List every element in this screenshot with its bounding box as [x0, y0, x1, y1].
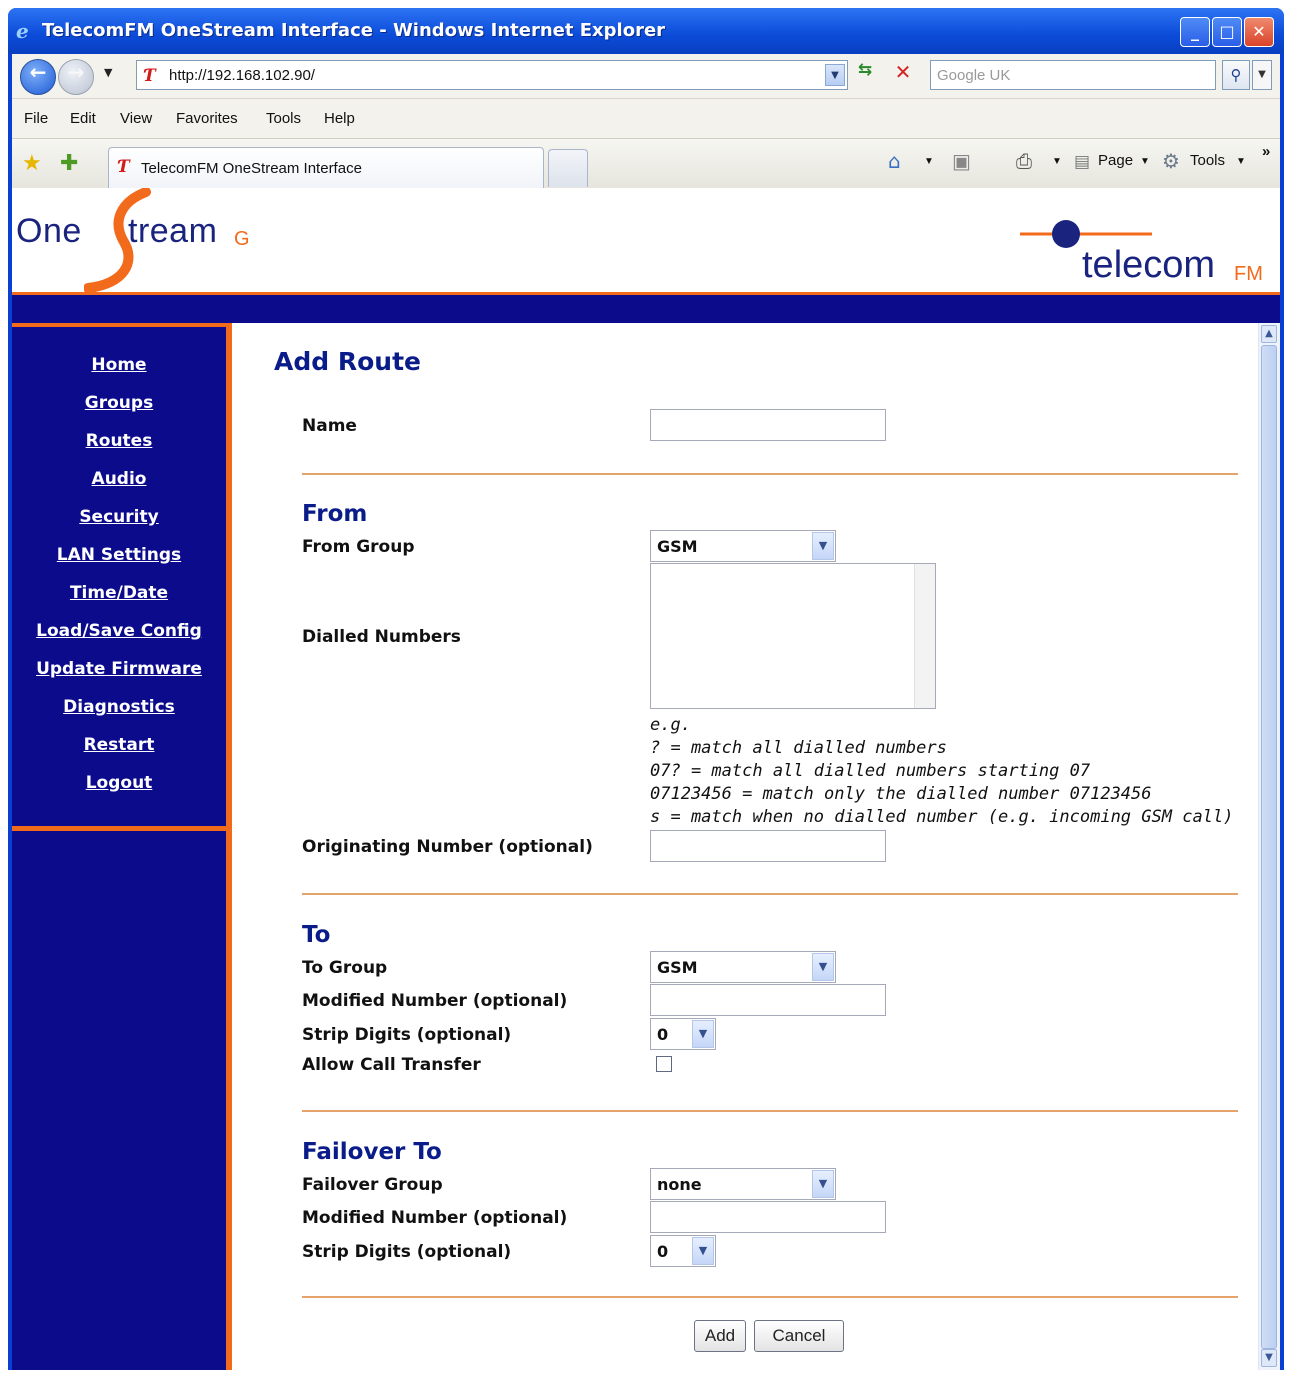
sidebar-item-restart[interactable]: Restart: [83, 735, 155, 755]
history-dropdown-icon[interactable]: ▼: [104, 66, 113, 79]
browser-window: [8, 8, 1284, 1370]
print-icon[interactable]: ⎙: [1016, 149, 1032, 173]
maximize-icon[interactable]: □: [1212, 17, 1242, 47]
gear-icon: ⚙: [1162, 149, 1180, 173]
title-bar[interactable]: [8, 8, 1284, 54]
tab-bar: [12, 138, 1280, 190]
failover-group-value: none: [657, 1175, 702, 1194]
logo-tream-text: tream: [128, 212, 218, 250]
page-menu[interactable]: Page: [1098, 152, 1134, 169]
sidebar-item-update-firmware[interactable]: Update Firmware: [36, 659, 202, 679]
menu-bar: [12, 98, 1280, 139]
to-modified-number-input[interactable]: [650, 984, 886, 1016]
failover-modified-number-input[interactable]: [650, 1201, 886, 1233]
sidebar-item-groups[interactable]: Groups: [84, 393, 154, 413]
address-text: http://192.168.102.90/: [169, 67, 315, 84]
page-title: Add Route: [274, 347, 421, 376]
failover-group-select[interactable]: [650, 1168, 836, 1200]
example-intro: e.g.: [650, 715, 691, 735]
section-divider: [302, 473, 1238, 475]
search-icon[interactable]: ⚲: [1222, 60, 1250, 90]
section-divider: [302, 1110, 1238, 1112]
menu-favorites[interactable]: Favorites: [176, 110, 238, 127]
sidebar-item-routes[interactable]: Routes: [85, 431, 153, 451]
favorites-star-icon[interactable]: ★: [22, 151, 42, 176]
address-dropdown-icon[interactable]: ▼: [825, 64, 845, 86]
site-favicon-icon: Ƭ: [143, 66, 156, 86]
stop-icon[interactable]: ✕: [894, 60, 912, 84]
back-arrow-icon[interactable]: ←: [20, 59, 56, 95]
originating-number-label: Originating Number (optional): [302, 837, 593, 857]
add-button[interactable]: Add: [694, 1320, 746, 1352]
example-line: 07123456 = match only the dialled number 07123456: [650, 784, 1152, 804]
tab-favicon-icon: Ƭ: [117, 157, 130, 177]
from-heading: From: [302, 501, 368, 527]
failover-strip-digits-label: Strip Digits (optional): [302, 1242, 512, 1262]
example-line: 07? = match all dialled numbers starting 07: [650, 761, 1091, 781]
address-bar[interactable]: [136, 60, 848, 90]
home-icon[interactable]: ⌂: [888, 149, 901, 173]
section-divider: [302, 893, 1238, 895]
to-group-value: GSM: [657, 958, 698, 977]
home-dropdown-icon[interactable]: ▼: [924, 156, 934, 167]
sidebar-item-audio[interactable]: Audio: [91, 469, 147, 489]
from-group-label: From Group: [302, 537, 415, 557]
originating-number-input[interactable]: [650, 830, 886, 862]
tools-menu[interactable]: Tools: [1190, 152, 1226, 169]
close-icon[interactable]: ✕: [1244, 17, 1274, 47]
feeds-icon[interactable]: ▣: [952, 149, 971, 173]
textarea-scrollbar[interactable]: [914, 564, 935, 708]
scroll-down-icon[interactable]: ▼: [1261, 1349, 1277, 1367]
address-toolbar: [12, 54, 1280, 98]
search-dropdown-icon[interactable]: ▼: [1252, 60, 1272, 90]
minimize-icon[interactable]: _: [1180, 17, 1210, 47]
menu-edit[interactable]: Edit: [70, 110, 96, 127]
forward-arrow-icon[interactable]: →: [58, 59, 94, 95]
site-header: [12, 188, 1280, 292]
sidebar-item-load-save-config[interactable]: Load/Save Config: [36, 621, 202, 641]
to-modified-number-label: Modified Number (optional): [302, 991, 568, 1011]
menu-file[interactable]: File: [24, 110, 49, 127]
to-group-select[interactable]: [650, 951, 836, 983]
allow-call-transfer-checkbox[interactable]: [656, 1056, 672, 1072]
logo-one-text: One: [16, 212, 82, 250]
cancel-button[interactable]: Cancel: [754, 1320, 844, 1352]
more-chevron-icon[interactable]: »: [1262, 143, 1271, 160]
brand-fm-text: FM: [1234, 263, 1263, 285]
page-icon: ▤: [1074, 152, 1091, 172]
from-group-select[interactable]: [650, 530, 836, 562]
sidebar-top-line: [12, 323, 232, 327]
to-group-label: To Group: [302, 958, 388, 978]
from-group-value: GSM: [657, 537, 698, 556]
to-strip-digits-label: Strip Digits (optional): [302, 1025, 512, 1045]
failover-strip-digits-select[interactable]: [650, 1235, 716, 1267]
add-favorite-icon[interactable]: ✚: [60, 151, 79, 176]
tools-dropdown-icon[interactable]: ▼: [1236, 156, 1246, 167]
section-divider: [302, 1296, 1238, 1298]
tab-title: TelecomFM OneStream Interface: [141, 160, 362, 177]
page-scrollbar[interactable]: [1258, 323, 1280, 1370]
page-viewport: [12, 188, 1280, 1370]
scroll-up-icon[interactable]: ▲: [1261, 325, 1277, 343]
sidebar-item-lan-settings[interactable]: LAN Settings: [56, 545, 182, 565]
allow-call-transfer-label: Allow Call Transfer: [302, 1055, 481, 1075]
chevron-down-icon[interactable]: ▼: [812, 1170, 834, 1198]
menu-view[interactable]: View: [120, 110, 153, 127]
new-tab-button[interactable]: [548, 149, 588, 187]
example-line: s = match when no dialled number (e.g. incoming GSM call): [650, 807, 1234, 827]
scrollbar-thumb[interactable]: [1261, 345, 1277, 1349]
name-label: Name: [302, 416, 357, 436]
print-dropdown-icon[interactable]: ▼: [1052, 156, 1062, 167]
sidebar-item-diagnostics[interactable]: Diagnostics: [63, 697, 175, 717]
sidebar-separator: [12, 826, 226, 831]
logo-g-text: G: [234, 228, 250, 250]
sidebar-item-home[interactable]: Home: [91, 355, 147, 375]
main-content: [232, 323, 1258, 1370]
sidebar-item-time-date[interactable]: Time/Date: [69, 583, 169, 603]
menu-tools[interactable]: Tools: [266, 110, 302, 127]
to-heading: To: [302, 922, 331, 948]
dialled-numbers-textarea[interactable]: [650, 563, 936, 709]
chevron-down-icon[interactable]: ▼: [692, 1020, 714, 1048]
chevron-down-icon[interactable]: ▼: [812, 532, 834, 560]
failover-heading: Failover To: [302, 1139, 442, 1165]
search-input[interactable]: Google UK: [930, 60, 1216, 90]
failover-group-label: Failover Group: [302, 1175, 443, 1195]
page-dropdown-icon[interactable]: ▼: [1140, 156, 1150, 167]
to-strip-digits-select[interactable]: [650, 1018, 716, 1050]
brand-telecom-text: telecom: [1082, 244, 1216, 286]
ie-icon: e: [16, 19, 29, 43]
chevron-down-icon[interactable]: ▼: [692, 1237, 714, 1265]
name-input[interactable]: [650, 409, 886, 441]
window-title: TelecomFM OneStream Interface - Windows Internet Explorer: [42, 20, 666, 41]
failover-strip-digits-value: 0: [657, 1242, 669, 1261]
refresh-icon[interactable]: ⇆: [857, 60, 873, 80]
example-line: ? = match all dialled numbers: [650, 738, 947, 758]
menu-help[interactable]: Help: [324, 110, 355, 127]
sidebar-item-logout[interactable]: Logout: [85, 773, 153, 793]
failover-modified-number-label: Modified Number (optional): [302, 1208, 568, 1228]
chevron-down-icon[interactable]: ▼: [812, 953, 834, 981]
dialled-numbers-label: Dialled Numbers: [302, 627, 461, 647]
tab-onestream[interactable]: [108, 147, 544, 189]
to-strip-digits-value: 0: [657, 1025, 669, 1044]
sidebar-item-security[interactable]: Security: [79, 507, 159, 527]
header-band: [12, 295, 1280, 323]
